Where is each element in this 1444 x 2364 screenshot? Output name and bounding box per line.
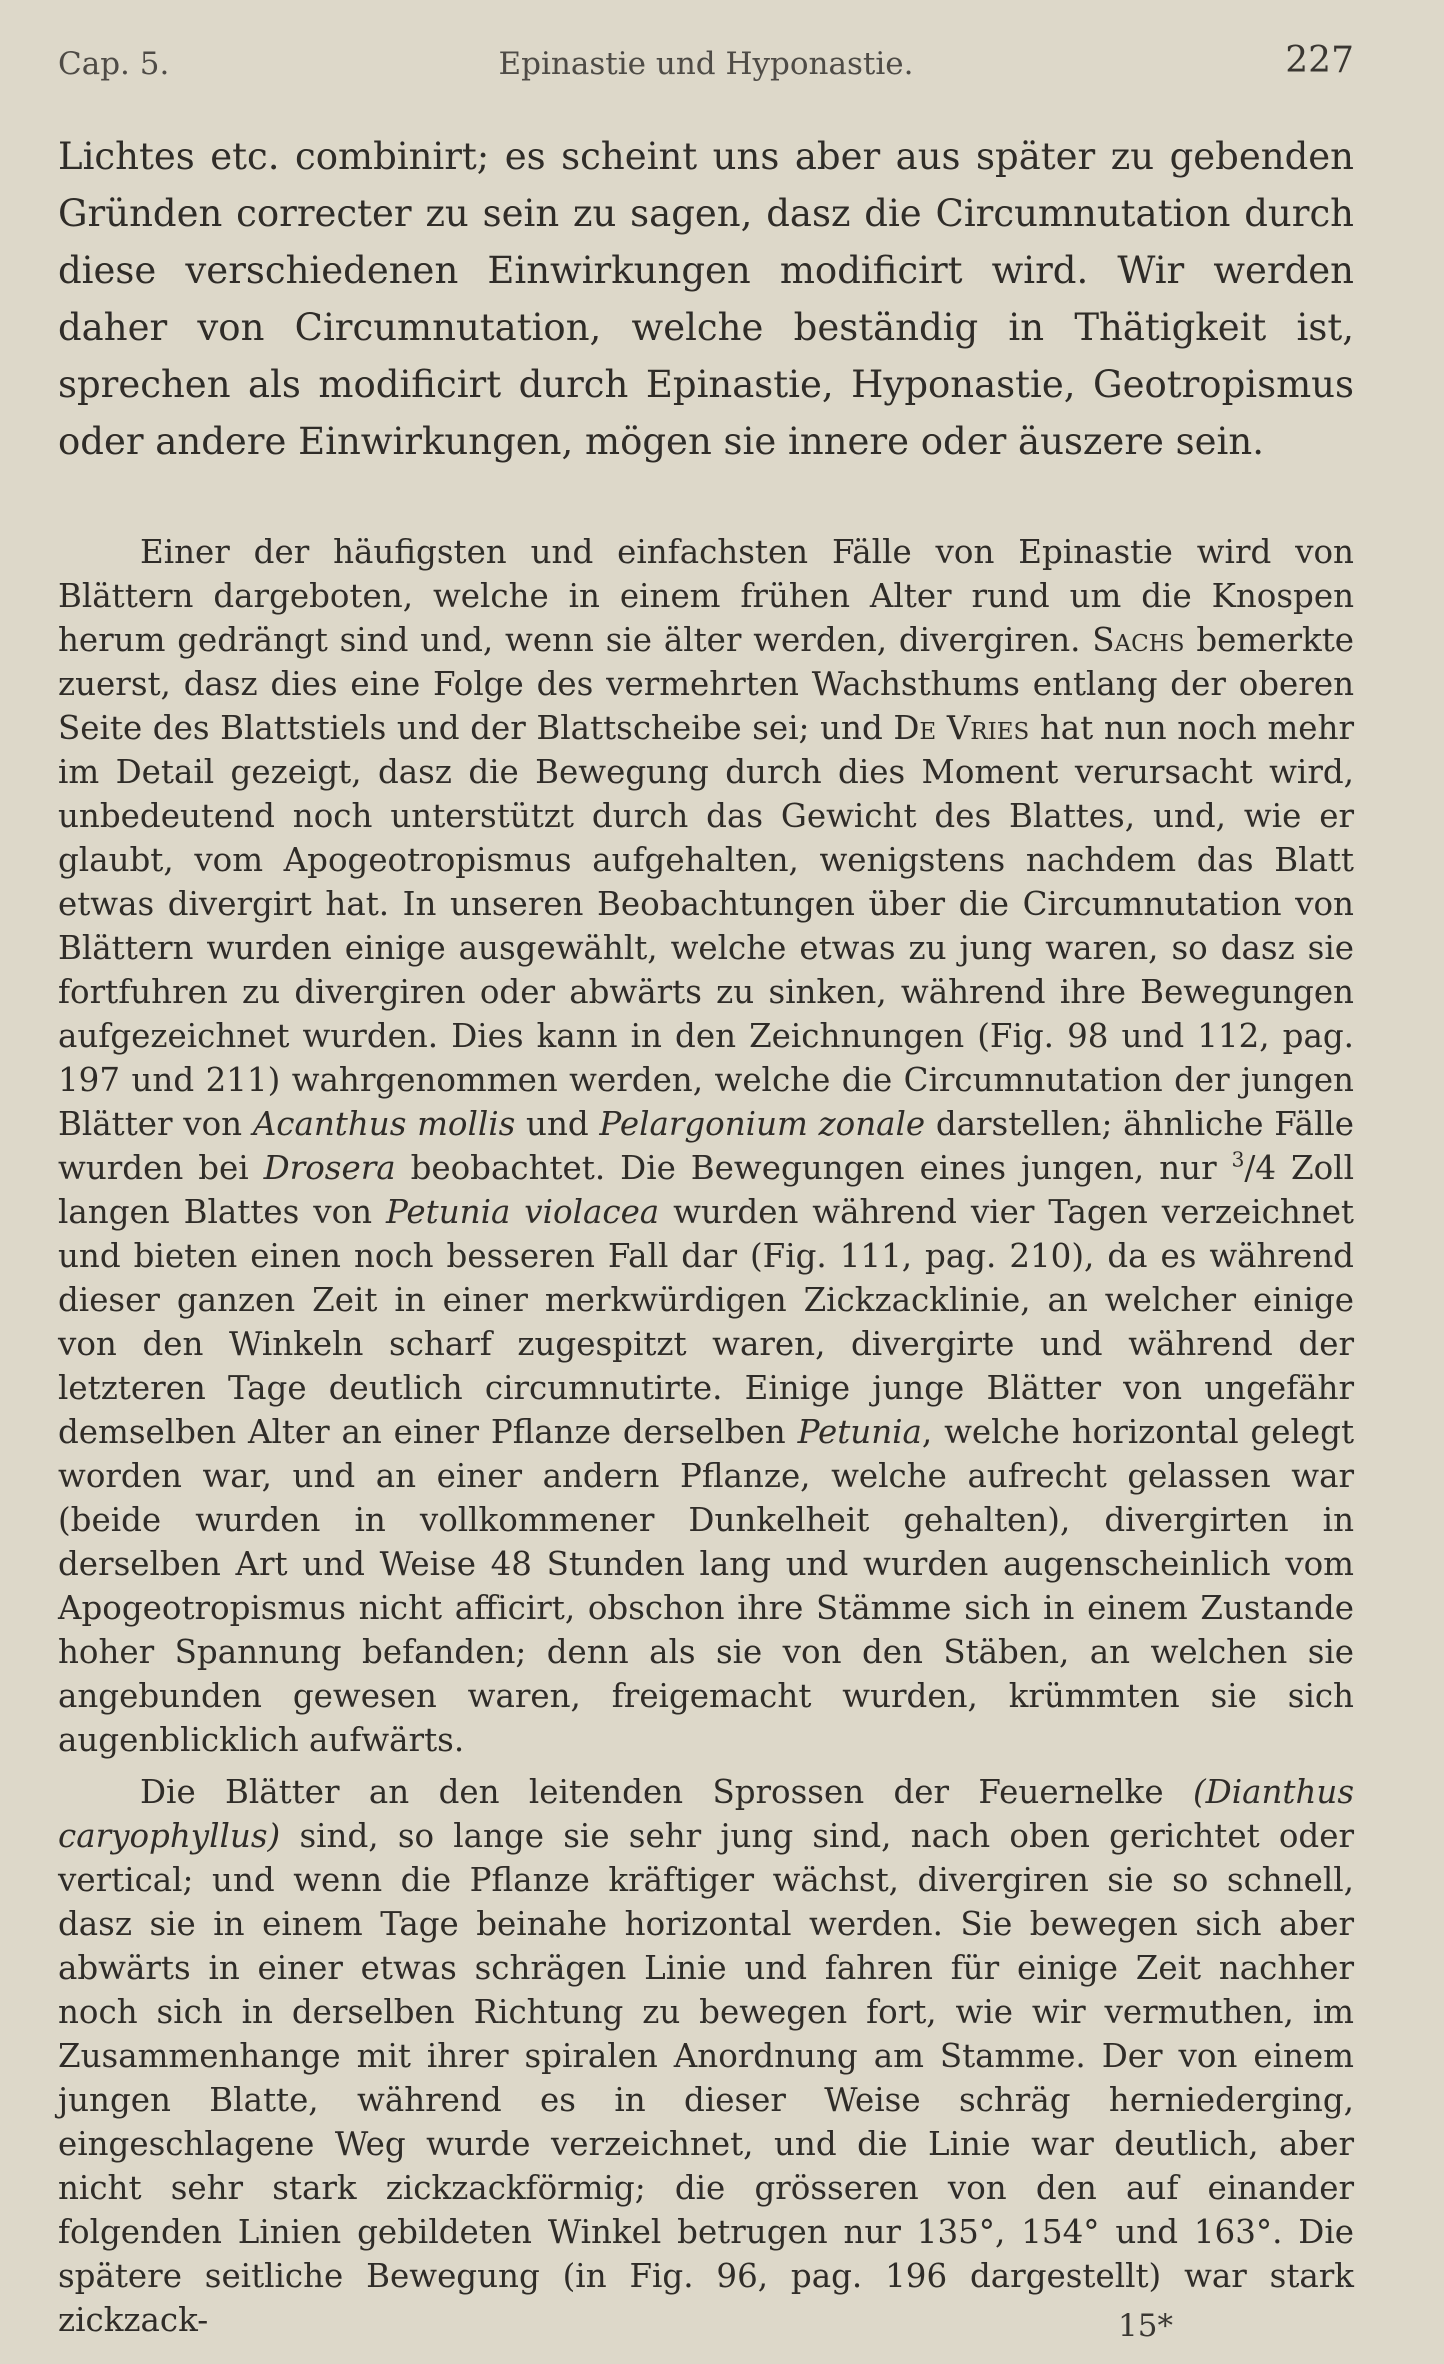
page-body bbox=[58, 128, 1354, 2342]
running-head bbox=[58, 40, 1354, 90]
species-pelargonium: Pelargonium zonale bbox=[599, 1105, 926, 1143]
species-petunia-violacea: Petunia violacea bbox=[386, 1193, 660, 1231]
author-de-vries: De Vries bbox=[893, 709, 1030, 747]
signature-mark: 15* bbox=[1118, 2308, 1173, 2344]
paragraph-dianthus: Die Blätter an den leitenden Sprossen der Feuernelke (Dianthus caryophyllus) sind, so lange sie sehr jung sind, nach oben gerichtet oder vertical; und wenn die Pflanze kräftiger wächst, divergiren sie so schnell, dasz sie in einem Tage beinahe horizontal werden. Sie bewegen sich aber abwärts in einer etwas schrägen Linie und fahren für einige Zeit nachher noch sich in derselben Richtung zu bewegen fort, wie wir vermuthen, im Zusammenhange mit ihrer spiralen Anordnung am Stamme. Der von einem jungen Blatte, während es in dieser Weise schräg herniederging, eingeschlagene Weg wurde verzeichnet, und die Linie war deutlich, aber nicht sehr stark zickzackförmig; die grösseren von den auf einander folgenden Linien gebildeten Winkel betrugen nur 135°, 154° und 163°. Die spätere seitliche Bewegung (in Fig. 96, pag. 196 dargestellt) war stark zickzack- bbox=[58, 1773, 1354, 2339]
running-title: Epinastie und Hyponastie. bbox=[498, 46, 914, 82]
fraction-numerator: 3 bbox=[1231, 1147, 1245, 1172]
chapter-label: Cap. 5. bbox=[58, 46, 170, 82]
genus-petunia: Petunia bbox=[797, 1413, 922, 1451]
species-acanthus: Acanthus mollis bbox=[252, 1105, 516, 1143]
species-dianthus: (Dianthus caryophyllus) bbox=[58, 1773, 1354, 1855]
genus-drosera: Drosera bbox=[263, 1149, 396, 1187]
paragraph-epinastie-leaves: Einer der häufigsten und einfachsten Fälle von Epinastie wird von Blättern dargeboten, welche in einem frühen Alter rund um die Knospen herum gedrängt sind und, wenn sie älter werden, divergiren. Sachs bemerkte zuerst, dasz dies eine Folge des vermehrten Wachsthums entlang der oberen Seite des Blattstiels und der Blattscheibe sei; und De Vries hat nun noch mehr im Detail gezeigt, dasz die Bewegung durch dies Moment verursacht wird, unbedeutend noch unterstützt durch das Gewicht des Blattes, und, wie er glaubt, vom Apogeotropismus aufgehalten, wenigstens nachdem das Blatt etwas divergirt hat. In unseren Beobachtungen über die Circumnutation von Blättern wurden einige ausgewählt, welche etwas zu jung waren, so dasz sie fortfuhren zu divergiren oder abwärts zu sinken, während ihre Bewegungen aufgezeichnet wurden. Dies kann in den Zeichnungen (Fig. 98 und 112, pag. 197 und 211) wahrgenommen werden, welche die Circumnutation der jungen Blätter von Acanthus mollis und Pelargonium zonale darstellen; ähnliche Fälle wurden bei Drosera beobachtet. Die Bewegungen eines jungen, nur $^3$/4 Zoll langen Blattes von Petunia violacea wurden während vier Tagen verzeichnet und bieten einen noch besseren Fall dar (Fig. 111, pag. 210), da es während dieser ganzen Zeit in einer merkwürdigen Zickzacklinie, an welcher einige von den Winkeln scharf zugespitzt waren, divergirte und während der letzteren Tage deutlich circumnutirte. Einige junge Blätter von ungefähr demselben Alter an einer Pflanze derselben Petunia, welche horizontal gelegt worden war, und an einer andern Pflanze, welche aufrecht gelassen war (beide wurden in vollkommener Dunkelheit gehalten), divergirten in derselben Art und Weise 48 Stunden lang und wurden augenscheinlich vom Apogeotropismus nicht afficirt, obschon ihre Stämme sich in einem Zustande hoher Spannung befanden; denn als sie von den Stäben, an welchen sie angebunden gewesen waren, freigemacht wurden, krümmten sie sich augenblicklich aufwärts. bbox=[58, 533, 1354, 1759]
page-number: 227 bbox=[1285, 40, 1354, 81]
paragraph-continuation: Lichtes etc. combinirt; es scheint uns aber aus später zu gebenden Gründen correcter zu sein zu sagen, dasz die Circumnutation durch diese verschiedenen Einwirkungen modificirt wird. Wir werden daher von Circumnutation, welche beständig in Thätigkeit ist, sprechen als modificirt durch Epinastie, Hyponastie, Geotropismus oder andere Einwirkungen, mögen sie innere oder äuszere sein. bbox=[58, 135, 1354, 463]
section-gap bbox=[58, 470, 1354, 530]
fraction-denominator: /4 bbox=[1244, 1149, 1277, 1187]
author-sachs: Sachs bbox=[1092, 621, 1185, 659]
